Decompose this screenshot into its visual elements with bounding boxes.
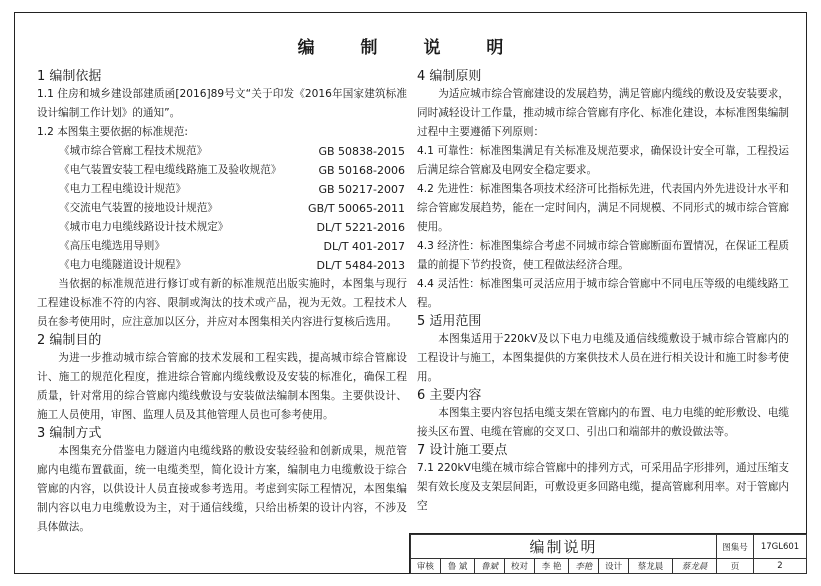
standards-list — [37, 142, 407, 275]
clause-1-1: 1.1 住房和城乡建设部建质函[2016]89号文“关于印发《2016年国家建筑标准设计编制工作计划》的通知”。 — [37, 88, 407, 119]
standard-item — [37, 256, 407, 275]
standard-item — [37, 218, 407, 237]
page-label: 页 — [717, 559, 754, 574]
standard-name: 《城市综合管廊工程技术规范》 — [59, 145, 208, 157]
standard-item — [37, 180, 407, 199]
clause-4-2: 4.2 先进性：标准图集各项技术经济可比指标先进，代表国内外先进设计水平和综合管廊发展趋势，能在一定时间内，满足不同规模、不同形式的城市综合管廊使用。 — [417, 183, 789, 233]
sheet-name: 编制说明 — [411, 535, 717, 559]
standards-note: 当依据的标准规范进行修订或有新的标准规范出版实施时，本图集与现行工程建设标准不符的内容、限制或淘汰的技术或产品，视为无效。工程技术人员在参考使用时，应注意加以区分，并应对本图集相关内容进行复核后选用。 — [37, 278, 407, 328]
clause-7-1: 7.1 220kV电缆在城市综合管廊中的排列方式，可采用品字形排列，通过压缩支架有效长度及支架层间距，可敷设更多回路电缆，提高管廊利用率。对于管廊内空 — [417, 462, 789, 512]
clause-4-1: 4.1 可靠性：标准图集满足有关标准及规范要求，确保设计安全可靠，工程投运后满足综合管廊及电网安全稳定要求。 — [417, 145, 789, 176]
section-4-intro: 为适应城市综合管廊建设的发展趋势，满足管廊内缆线的敷设及安装要求，同时减轻设计工作量，推动城市综合管廊有序化、标准化建设，本标准图集编制过程中主要遵循下列原则： — [417, 88, 789, 138]
reviewer-name: 鲁 斌 — [440, 559, 474, 574]
section-4-heading: 4 编制原则 — [417, 69, 482, 84]
standard-code: DL/T 5221-2016 — [316, 221, 405, 234]
standard-item — [37, 199, 407, 218]
design-label: 设计 — [599, 559, 629, 574]
section-2-text: 为进一步推动城市综合管廊的技术发展和工程实践，提高城市综合管廊设计、施工的规范化程度，推进综合管廊内缆线敷设及安装的标准化，确保工程质量，针对常用的综合管廊内缆线敷设与安装做法编制本图集。主要供设计、施工人员使用，审图、监理人员及其他管理人员也可参考使用。 — [37, 352, 407, 421]
designer-signature: 蔡龙晨 — [673, 559, 717, 574]
standard-code: GB/T 50065-2011 — [308, 202, 405, 215]
page-number: 2 — [754, 559, 807, 574]
section-1-heading: 1 编制依据 — [37, 69, 102, 84]
section-3-text: 本图集充分借鉴电力隧道内电缆线路的敷设安装经验和创新成果，规范管廊内电缆布置截面，统一电缆类型，简化设计方案，编制电力电缆敷设于综合管廊的内容，以供设计人员直接或参考选用。考虑到实际工程情况，本图集编制内容以电力电缆敷设为主，对于通信线缆，只给出桥架的设计内容，不涉及具体做法。 — [37, 445, 407, 533]
standard-code: GB 50217-2007 — [318, 183, 405, 196]
standard-name: 《电力工程电缆设计规范》 — [59, 183, 187, 195]
checker-name: 李 艳 — [534, 559, 568, 574]
clause-4-4: 4.4 灵活性：标准图集可灵活应用于城市综合管廊中不同电压等级的电缆线路工程。 — [417, 278, 789, 309]
reviewer-signature: 鲁斌 — [475, 559, 505, 574]
standard-code: GB 50168-2006 — [318, 164, 405, 177]
section-2-heading: 2 编制目的 — [37, 333, 102, 348]
standard-name: 《城市电力电缆线路设计技术规定》 — [59, 221, 229, 233]
left-column — [37, 68, 407, 537]
standard-item — [37, 161, 407, 180]
standard-name: 《高压电缆选用导则》 — [59, 240, 165, 252]
standard-code: GB 50838-2015 — [318, 145, 405, 158]
title-block — [409, 533, 807, 574]
review-label: 审核 — [411, 559, 441, 574]
right-column — [417, 68, 789, 516]
standard-name: 《电气装置安装工程电缆线路施工及验收规范》 — [59, 164, 282, 176]
section-5-text: 本图集适用于220kV及以下电力电缆及通信线缆敷设于城市综合管廊内的工程设计与施工，本图集提供的方案供技术人员在进行相关设计和施工时参考使用。 — [417, 333, 789, 383]
section-7-heading: 7 设计施工要点 — [417, 443, 508, 458]
standard-name: 《交流电气装置的接地设计规范》 — [59, 202, 218, 214]
checker-signature: 李艳 — [569, 559, 599, 574]
standard-item — [37, 142, 407, 161]
section-5-heading: 5 适用范围 — [417, 314, 482, 329]
section-3-heading: 3 编制方式 — [37, 426, 102, 441]
section-6-text: 本图集主要内容包括电缆支架在管廊内的布置、电力电缆的蛇形敷设、电缆接头区布置、电缆在管廊的交叉口、引出口和端部井的敷设做法等。 — [417, 407, 789, 438]
page-title: 编 制 说 明 — [297, 38, 524, 58]
drawing-sheet — [14, 12, 807, 574]
atlas-number-label: 图集号 — [717, 535, 754, 559]
standard-code: DL/T 5484-2013 — [316, 259, 405, 272]
clause-4-3: 4.3 经济性：标准图集综合考虑不同城市综合管廊断面布置情况，在保证工程质量的前提下节约投资，使工程做法经济合理。 — [417, 240, 789, 271]
standard-code: DL/T 401-2017 — [323, 240, 405, 253]
section-6-heading: 6 主要内容 — [417, 388, 482, 403]
designer-name: 蔡龙晨 — [629, 559, 673, 574]
clause-1-2: 1.2 本图集主要依据的标准规范: — [37, 126, 188, 138]
check-label: 校对 — [505, 559, 535, 574]
standard-item — [37, 237, 407, 256]
standard-name: 《电力电缆隧道设计规程》 — [59, 259, 187, 271]
atlas-number: 17GL601 — [754, 535, 807, 559]
